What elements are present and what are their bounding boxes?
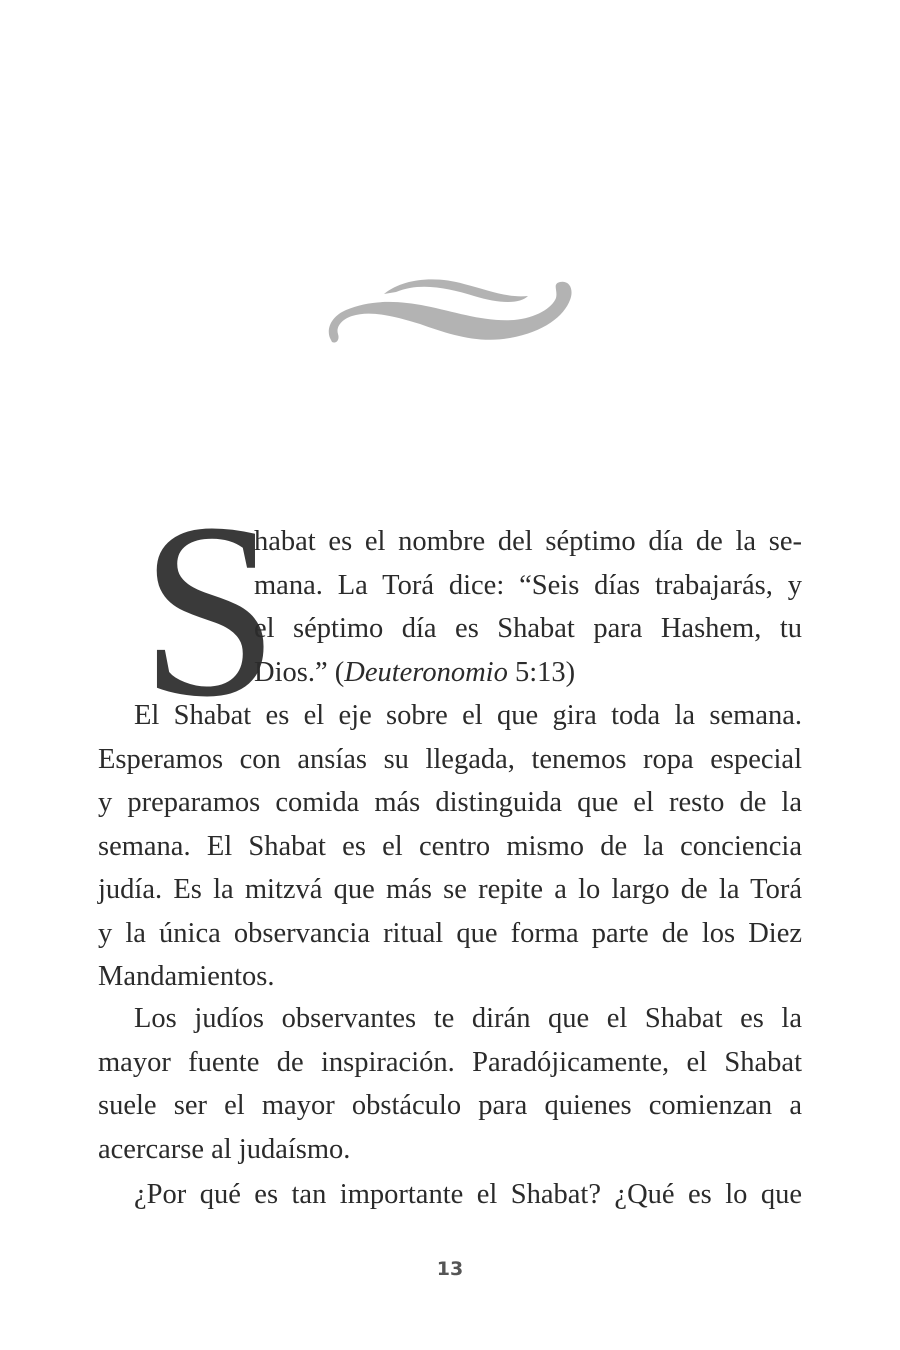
text-line — [254, 651, 802, 695]
text-line: ¿Por qué es tan importante el Shabat? ¿Qué es lo que — [134, 1179, 802, 1210]
intro-paragraph — [254, 520, 802, 694]
text-line: semana. El Shabat es el centro mismo de la conciencia — [98, 830, 802, 862]
text-line: judía. Es la mitzvá que más se repite a lo largo de la Torá — [98, 874, 802, 905]
text-line: y la única observancia ritual que forma parte de los Diez — [98, 917, 802, 949]
text-line: Esperamos con ansías su llegada, tenemos ropa especial — [98, 743, 802, 775]
swash-ornament-icon — [324, 272, 576, 346]
text-line: acercarse al judaísmo. — [98, 1133, 351, 1165]
body-paragraph — [98, 694, 802, 999]
text-line: El Shabat es el eje sobre el que gira toda la semana. — [134, 700, 802, 731]
text-line: habat es el nombre del séptimo día de la se- — [254, 526, 802, 557]
text-line: mana. La Torá dice: “Seis días trabajarás, y — [254, 569, 802, 601]
text-line: mayor fuente de inspiración. Paradójicamente, el Shabat — [98, 1046, 802, 1078]
page-number: 13 — [436, 1258, 464, 1280]
body-paragraph — [98, 1173, 802, 1217]
text-line: y preparamos comida más distinguida que el resto de la — [98, 787, 802, 818]
text-line: Mandamientos. — [98, 961, 275, 992]
citation-book: Deuteronomio — [344, 656, 508, 688]
text-line: el séptimo día es Shabat para Hashem, tu — [254, 613, 802, 644]
citation-verse: 5:13) — [507, 656, 576, 688]
text-line: Los judíos observantes te dirán que el Shabat es la — [134, 1003, 802, 1034]
body-paragraph — [98, 997, 802, 1171]
drop-cap-letter: S — [140, 472, 280, 749]
intro-last-text: Dios.” ( — [254, 656, 345, 688]
text-line: suele ser el mayor obstáculo para quienes comienzan a — [98, 1090, 802, 1121]
